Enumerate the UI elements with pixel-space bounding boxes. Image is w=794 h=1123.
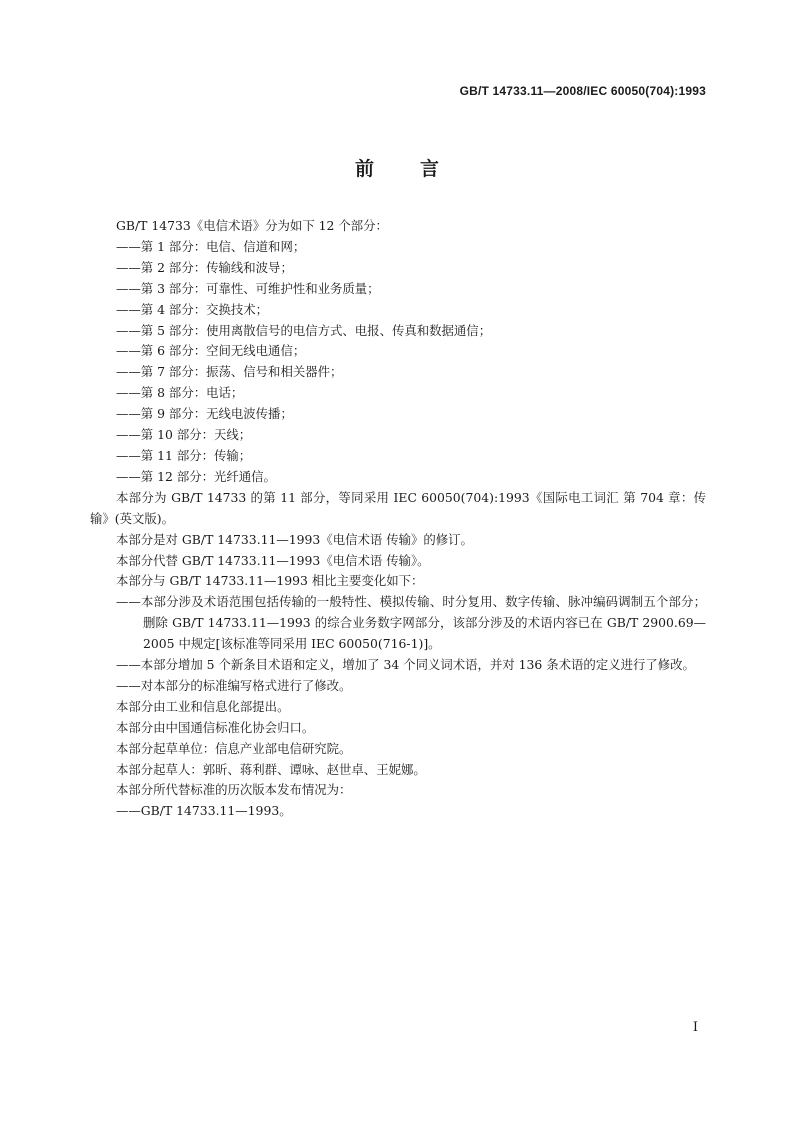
parts-list: [90, 237, 706, 488]
list-item: ——本部分增加 5 个新条目术语和定义，增加了 34 个同义词术语，并对 136 条术语的定义进行了修改。: [116, 657, 695, 673]
changes-list: [90, 592, 706, 697]
list-item: ——对本部分的标准编写格式进行了修改。: [116, 677, 352, 693]
page-number: I: [692, 1020, 698, 1035]
foreword-body: [90, 216, 706, 822]
list-item: ——第 9 部分：无线电波传播；: [116, 406, 293, 422]
list-item: ——第 10 部分：天线；: [116, 427, 252, 443]
list-item: ——第 3 部分：可靠性、可维护性和业务质量；: [116, 280, 380, 296]
replacement-paragraph: 本部分代替 GB/T 14733.11—1993《电信术语 传输》。: [116, 552, 430, 568]
list-item: ——第 1 部分：电信、信道和网；: [116, 238, 306, 254]
history-list: [90, 801, 706, 822]
changes-intro-paragraph: 本部分与 GB/T 14733.11—1993 相比主要变化如下：: [116, 573, 424, 589]
list-item: ——第 6 部分：空间无线电通信；: [116, 343, 306, 359]
centralized-by-paragraph: 本部分由中国通信标准化协会归口。: [116, 719, 315, 735]
proposed-by-paragraph: 本部分由工业和信息化部提出。: [116, 698, 290, 714]
standard-code-header: GB/T 14733.11—2008/IEC 60050(704):1993: [459, 84, 706, 98]
list-item: ——第 2 部分：传输线和波导；: [116, 259, 293, 275]
list-item: ——第 11 部分：传输；: [116, 447, 252, 463]
list-item: ——第 7 部分：振荡、信号和相关器件；: [116, 364, 343, 380]
revision-paragraph: 本部分是对 GB/T 14733.11—1993《电信术语 传输》的修订。: [116, 531, 473, 547]
drafting-unit-paragraph: 本部分起草单位：信息产业部电信研究院。: [116, 740, 352, 756]
history-intro-paragraph: 本部分所代替标准的历次版本发布情况为：: [116, 782, 352, 798]
intro-paragraph: GB/T 14733《电信术语》分为如下 12 个部分：: [116, 218, 388, 233]
adoption-paragraph: 本部分为 GB/T 14733 的第 11 部分，等同采用 IEC 60050(704):1993《国际电工词汇 第 704 章：传输》(英文版)。: [90, 489, 706, 526]
page-title: 前言: [354, 158, 485, 180]
list-item: ——第 5 部分：使用离散信号的电信方式、电报、传真和数据通信；: [116, 322, 492, 338]
list-item: ——第 8 部分：电话；: [116, 385, 244, 401]
drafters-paragraph: 本部分起草人：郭昕、蒋利群、谭咏、赵世卓、王妮娜。: [116, 761, 426, 777]
list-item: ——第 4 部分：交换技术；: [116, 301, 269, 317]
list-item: ——本部分涉及术语范围包括传输的一般特性、模拟传输、时分复用、数字传输、脉冲编码调制五个部分；删除 GB/T 14733.11—1993 的综合业务数字网部分，该部分涉及的术语内容已在 GB/T 2900.69—2005 中规定[该标准等同采用 IEC 60050(716-1)]。: [116, 594, 706, 652]
list-item: ——GB/T 14733.11—1993。: [116, 803, 292, 819]
list-item: ——第 12 部分：光纤通信。: [116, 468, 276, 484]
